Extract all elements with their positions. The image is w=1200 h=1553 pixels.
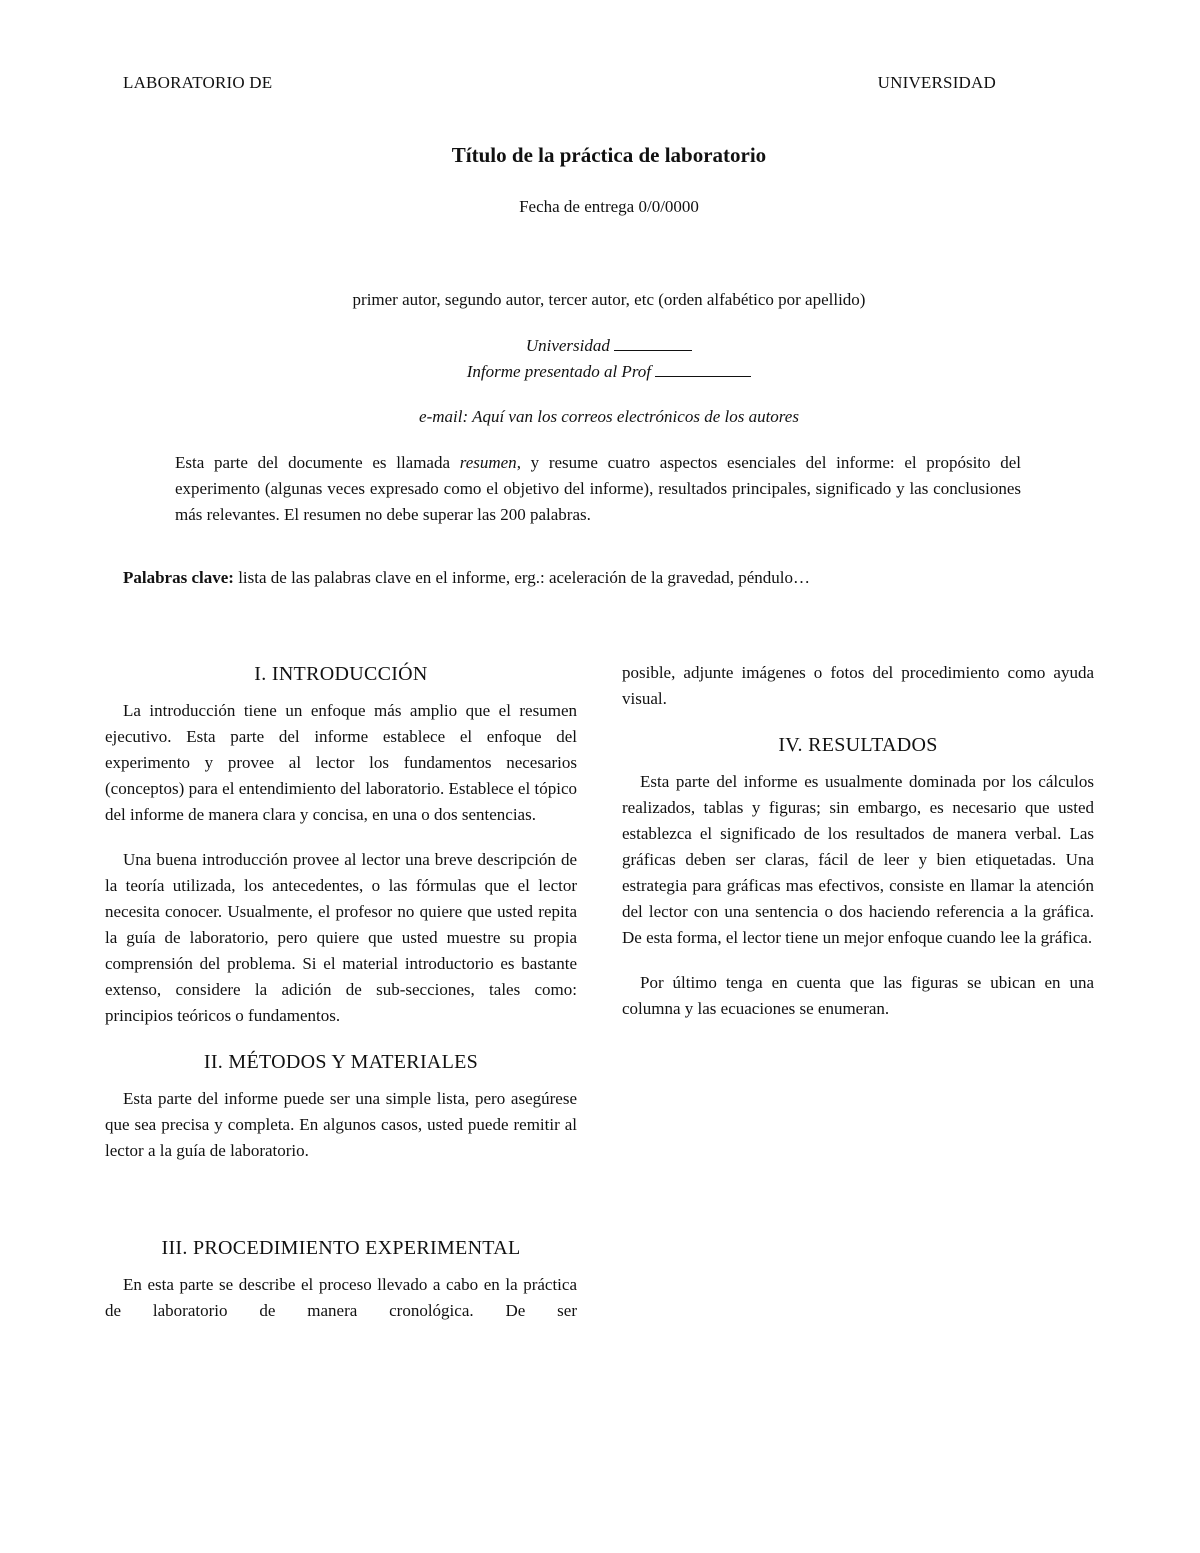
- section-heading-results: IV. RESULTADOS: [778, 734, 938, 756]
- results-paragraph-1: Esta parte del informe es usualmente dominada por los cálculos realizados, tablas y figuras; sin embargo, es necesario que usted establezca el significado de los resultados de manera verbal. Las gráficas deben ser claras, fácil de leer y bien etiquetadas. Una estrategia para gráficas mas efectivos, consiste en llamar la atención del lector con una sentencia o dos haciendo referencia a la gráfica. De esta forma, el lector tiene un mejor enfoque cuando lee la gráfica.: [622, 772, 1094, 947]
- section-heading-introduction: I. INTRODUCCIÓN: [254, 663, 428, 685]
- authors-line: primer autor, segundo autor, tercer autor, etc (orden alfabético por apellido): [352, 290, 866, 309]
- abstract: [175, 450, 1021, 528]
- introduction-paragraph-1: La introducción tiene un enfoque más amplio que el resumen ejecutivo. Esta parte del informe establece el enfoque del experimento y provee al lector los fundamentos necesarios (conceptos) para el entendimiento del laboratorio. Establece el tópico del informe de manera clara y concisa, en una o dos sentencias.: [105, 701, 577, 824]
- affiliation-block: [0, 333, 1200, 385]
- document-title: Título de la práctica de laboratorio: [451, 143, 767, 167]
- header-lab: LABORATORIO DE: [123, 73, 273, 92]
- introduction-paragraph-2: Una buena introducción provee al lector una breve descripción de la teoría utilizada, los antecedentes, o las fórmulas que el lector necesita conocer. Usualmente, el profesor no quiere que usted repita la guía de laboratorio, pero quiere que usted muestre su propia comprensión del problema. Si el material introductorio es bastante extenso, considere la adición de sub-secciones, tales como: principios teóricos o fundamentos.: [105, 850, 577, 1025]
- procedure-paragraph-continued: posible, adjunte imágenes o fotos del procedimiento como ayuda visual.: [622, 663, 1094, 708]
- methods-paragraph: Esta parte del informe puede ser una simple lista, pero asegúrese que sea precisa y completa. En algunos casos, usted puede remitir al lector a la guía de laboratorio.: [105, 1089, 577, 1160]
- professor-blank-line: [655, 359, 751, 377]
- header-university: UNIVERSIDAD: [877, 73, 996, 92]
- email-line: e-mail: Aquí van los correos electrónicos de los autores: [419, 407, 799, 426]
- university-blank-line: [614, 333, 692, 351]
- results-paragraph-2: Por último tenga en cuenta que las figuras se ubican en una columna y las ecuaciones se enumeran.: [622, 973, 1094, 1018]
- abstract-text-start: Esta parte del documente es llamada: [175, 453, 460, 472]
- keywords: [123, 565, 1023, 591]
- abstract-text-end: , y resume cuatro aspectos esenciales del informe: el propósito del experimento (algunas veces expresado como el objetivo del informe), resultados principales, significado y las conclusiones más relevantes. El resumen no debe superar las 200 palabras.: [175, 453, 1021, 524]
- section-heading-procedure: III. PROCEDIMIENTO EXPERIMENTAL: [161, 1237, 521, 1259]
- affiliation-report: Informe presentado al Prof: [466, 362, 652, 381]
- right-column: [622, 660, 1094, 1022]
- section-heading-methods: II. MÉTODOS Y MATERIALES: [203, 1051, 479, 1073]
- left-column: [105, 660, 577, 1324]
- keywords-text: lista de las palabras clave en el informe, erg.: aceleración de la gravedad, péndulo…: [233, 568, 810, 587]
- procedure-paragraph: En esta parte se describe el proceso llevado a cabo en la práctica de laboratorio de manera cronológica. De ser: [105, 1275, 577, 1320]
- abstract-emphasis: resumen: [459, 453, 517, 472]
- affiliation-university: Universidad: [525, 336, 610, 355]
- delivery-date: Fecha de entrega 0/0/0000: [519, 197, 699, 216]
- keywords-label: Palabras clave:: [123, 568, 234, 587]
